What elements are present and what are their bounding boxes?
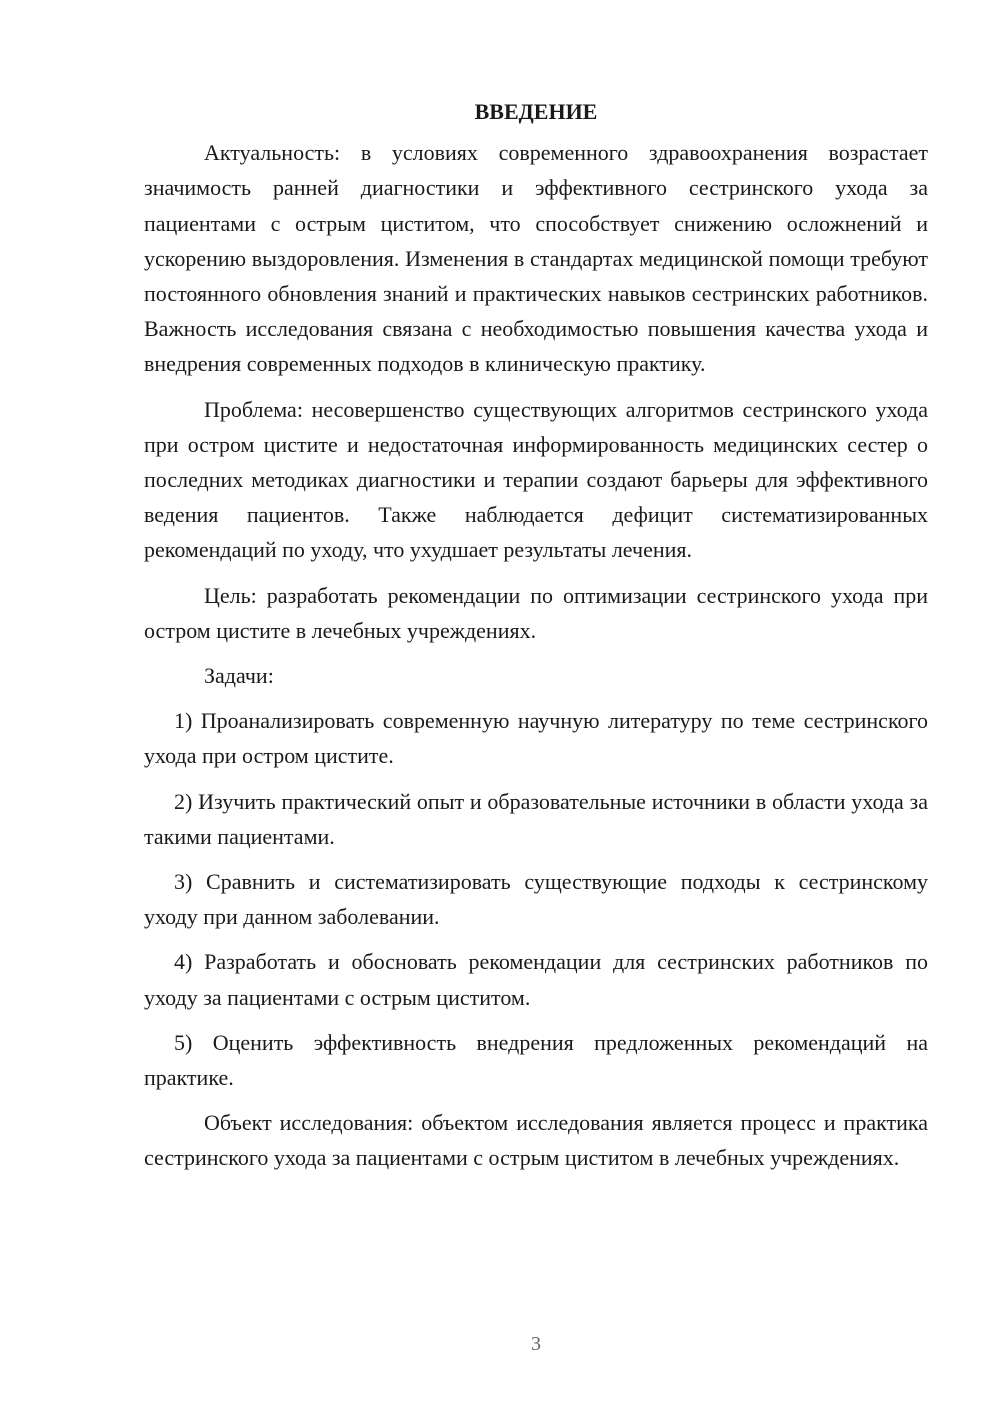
task-item: 4) Разработать и обосновать рекомендации для сестринских работников по уходу за пациентами с острым циститом. <box>144 949 928 1010</box>
task-item: 1) Проанализировать современную научную литературу по теме сестринского ухода при остром цистите. <box>144 708 928 769</box>
page-number: 3 <box>531 1333 541 1355</box>
paragraph-relevance: Актуальность: в условиях современного здравоохранения возрастает значимость ранней диагностики и эффективного сестринского ухода за пациентами с острым циститом, что способствует снижению осложнений и ускорению выздоровления. Изменения в стандартах медицинской помощи требуют постоянного обновления знаний и практических навыков сестринских работников. Важность исследования связана с необходимостью повышения качества ухода и внедрения современных подходов в клиническую практику. <box>144 140 928 377</box>
task-item: 2) Изучить практический опыт и образовательные источники в области ухода за такими пациентами. <box>144 788 928 849</box>
section-title: ВВЕДЕНИЕ <box>474 99 598 124</box>
paragraph-tasks-heading: Задачи: <box>204 663 274 689</box>
paragraph-object: Объект исследования: объектом исследования является процесс и практика сестринского ухода за пациентами с острым циститом в лечебных учреждениях. <box>144 1110 928 1171</box>
task-item: 3) Сравнить и систематизировать существующие подходы к сестринскому уходу при данном заболевании. <box>144 869 928 930</box>
page-content <box>144 94 928 1186</box>
task-item: 5) Оценить эффективность внедрения предложенных рекомендаций на практике. <box>144 1029 928 1091</box>
paragraph-problem: Проблема: несовершенство существующих алгоритмов сестринского ухода при остром цистите и недостаточная информированность медицинских сестер о последних методиках диагностики и терапии создают барьеры для эффективного ведения пациентов. Также наблюдается дефицит систематизированных рекомендаций по уходу, что ухудшает результаты лечения. <box>144 396 928 563</box>
paragraph-goal: Цель: разработать рекомендации по оптимизации сестринского ухода при остром цистите в лечебных учреждениях. <box>144 582 928 643</box>
